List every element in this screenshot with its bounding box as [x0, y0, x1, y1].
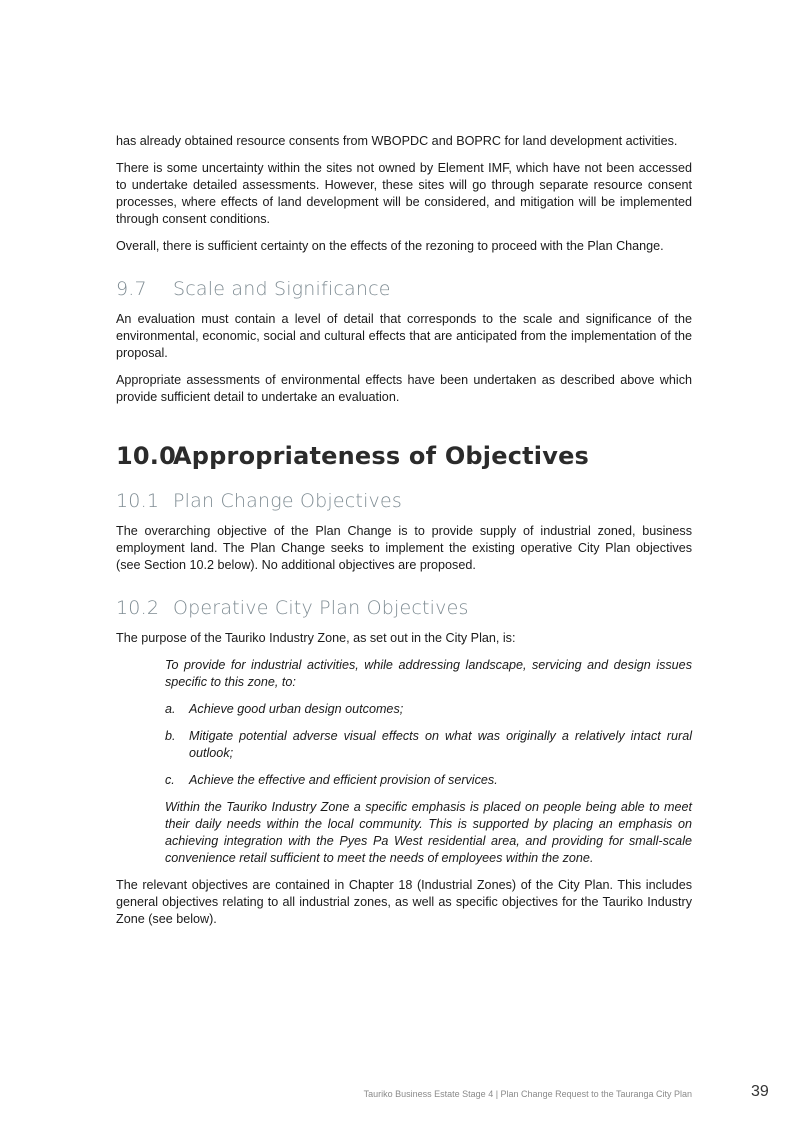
body-paragraph: An evaluation must contain a level of detail that corresponds to the scale and significance of the environmental, economic, social and cultural effects that are anticipated from the implementation of the proposal.	[116, 312, 692, 360]
body-paragraph: Appropriate assessments of environmental effects have been undertaken as described above which provide sufficient detail to undertake an evaluation.	[116, 373, 692, 404]
list-letter: b.	[165, 729, 176, 743]
quote-paragraph: To provide for industrial activities, while addressing landscape, servicing and design issues specific to this zone, to:	[165, 658, 692, 689]
chapter-heading-10	[116, 442, 692, 470]
body-paragraph: Overall, there is sufficient certainty on the effects of the rezoning to proceed with the Plan Change.	[116, 239, 664, 253]
list-text: Mitigate potential adverse visual effects on what was originally a relatively intact rural outlook;	[189, 729, 692, 760]
body-paragraph: The relevant objectives are contained in Chapter 18 (Industrial Zones) of the City Plan. This includes general objectives relating to all industrial zones, as well as specific objectives for the Tauriko Industry Zone (see below).	[116, 878, 692, 926]
section-number: 10.2	[116, 597, 160, 619]
section-heading-10-2	[116, 597, 692, 619]
body-paragraph: The overarching objective of the Plan Change is to provide supply of industrial zoned, business employment land. The Plan Change seeks to implement the existing operative City Plan objectives (see Section 10.2 below). No additional objectives are proposed.	[116, 524, 692, 572]
section-number: 10.1	[116, 490, 160, 512]
body-paragraph: There is some uncertainty within the sites not owned by Element IMF, which have not been accessed to undertake detailed assessments. However, these sites will go through separate resource consent processes, where effects of land development will be considered, and mitigation will be implemented through consent conditions.	[116, 161, 692, 226]
body-paragraph: The purpose of the Tauriko Industry Zone, as set out in the City Plan, is:	[116, 631, 516, 645]
body-paragraph: has already obtained resource consents from WBOPDC and BOPRC for land development activities.	[116, 134, 678, 148]
section-heading-9-7	[116, 278, 692, 300]
list-letter: a.	[165, 702, 176, 716]
chapter-title: Appropriateness of Objectives	[173, 442, 590, 470]
section-title: Plan Change Objectives	[173, 490, 402, 512]
list-text: Achieve good urban design outcomes;	[189, 702, 404, 716]
chapter-number: 10.0	[116, 442, 177, 470]
section-number: 9.7	[116, 278, 147, 300]
section-heading-10-1	[116, 490, 692, 512]
list-item	[165, 728, 692, 762]
section-title: Operative City Plan Objectives	[173, 597, 469, 619]
list-item	[165, 701, 692, 718]
list-item	[165, 772, 692, 789]
list-letter: c.	[165, 773, 175, 787]
city-plan-quote	[165, 657, 692, 867]
page-content	[116, 133, 692, 938]
page-number: 39	[751, 1083, 769, 1100]
quote-paragraph: Within the Tauriko Industry Zone a specific emphasis is placed on people being able to meet their daily needs within the local community. This is supported by placing an emphasis on achieving integration with the Pyes Pa West residential area, and providing for small-scale convenience retail sufficient to meet the needs of employees within the zone.	[165, 800, 692, 865]
section-title: Scale and Significance	[173, 278, 391, 300]
list-text: Achieve the effective and efficient provision of services.	[189, 773, 498, 787]
page-footer: Tauriko Business Estate Stage 4 | Plan Change Request to the Tauranga City Plan	[363, 1089, 692, 1099]
